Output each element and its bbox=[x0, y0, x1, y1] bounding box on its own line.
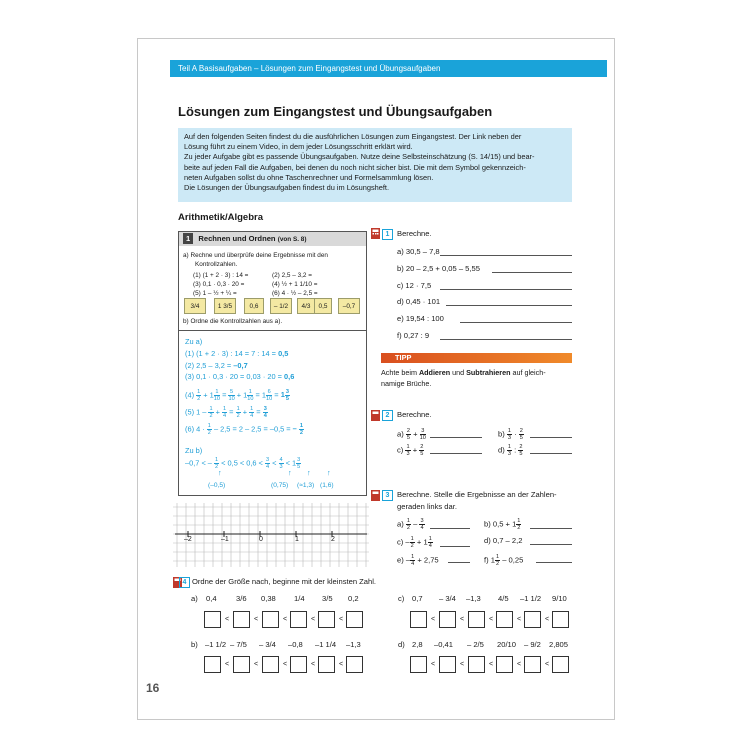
exercise-label: Berechne. bbox=[397, 229, 432, 238]
answer-box[interactable] bbox=[262, 656, 279, 673]
answer-line bbox=[440, 339, 572, 340]
fraction: $\frac{1}{2}$ bbox=[236, 406, 240, 419]
fraction: $\frac{1}{4}$ bbox=[223, 406, 227, 419]
no-calculator-icon bbox=[370, 410, 381, 424]
exercise-item: f) 1 $\frac{1}{2}$ – 0,25 bbox=[484, 554, 524, 567]
fraction: $\frac{6}{10}$ bbox=[266, 389, 273, 402]
exercise-label: Berechne. Stelle die Ergebnisse an der Zahlen- bbox=[397, 490, 557, 499]
answer-line bbox=[536, 562, 572, 563]
answer-box[interactable] bbox=[204, 656, 221, 673]
arrow-icon: ↑ bbox=[218, 468, 222, 477]
task-term: (1) (1 + 2 · 3) : 14 = bbox=[193, 272, 249, 279]
order-value: 1/4 bbox=[294, 594, 305, 603]
solution-b-heading: Zu b) bbox=[185, 446, 203, 455]
solution-term: (4) bbox=[185, 390, 195, 400]
intro-line: Auf den folgenden Seiten findest du die ausführlichen Lösungen zum Eingangstest. Der Link neben der bbox=[184, 132, 522, 141]
answer-line bbox=[440, 546, 470, 547]
solution-result: –0,7 bbox=[233, 361, 248, 370]
fraction: $\frac{5}{10}$ bbox=[228, 389, 235, 402]
arrow-icon: ↑ bbox=[307, 468, 311, 477]
task-a-text2: Kontrollzahlen. bbox=[195, 261, 238, 268]
exercise-number: 1 bbox=[382, 229, 393, 240]
arrow-icon: ↑ bbox=[327, 468, 331, 477]
order-value: –1,3 bbox=[466, 594, 481, 603]
less-than: < bbox=[254, 661, 259, 668]
exercise-label: Ordne der Größe nach, beginne mit der kleinsten Zahl. bbox=[192, 577, 377, 586]
section-heading: Arithmetik/Algebra bbox=[178, 212, 263, 223]
solution-term: (6) bbox=[185, 424, 195, 434]
fraction: $\frac{1}{10}$ bbox=[213, 389, 221, 402]
answer-box[interactable] bbox=[524, 656, 541, 673]
answer-box[interactable] bbox=[204, 611, 221, 628]
control-card: 0,6 bbox=[244, 298, 264, 314]
order-value: – 7/5 bbox=[230, 640, 247, 649]
less-than: < bbox=[545, 616, 550, 623]
control-card: –0,7 bbox=[338, 298, 360, 314]
order-value: – 2/5 bbox=[467, 640, 484, 649]
tip-text bbox=[381, 368, 546, 377]
divider bbox=[178, 330, 367, 331]
control-cards bbox=[182, 298, 362, 316]
task-a-text: a) Rechne und überprüfe deine Ergebnisse mit den bbox=[183, 252, 328, 259]
exercise-item: a) $\frac{1}{2}$ – $\frac{3}{4}$ bbox=[397, 518, 424, 531]
fraction: $\frac{3}{4}$ bbox=[263, 406, 267, 419]
less-than: < bbox=[431, 616, 436, 623]
solution-result: 0,5 bbox=[278, 349, 289, 358]
exercise-number: 4 bbox=[179, 577, 190, 588]
order-value: 4/5 bbox=[498, 594, 509, 603]
answer-line bbox=[460, 322, 572, 323]
exercise-item: b) 20 – 2,5 + 0,05 – 5,55 bbox=[397, 264, 480, 273]
exercise-label: Berechne. bbox=[397, 410, 432, 419]
page-title: Lösungen zum Eingangstest und Übungsaufgaben bbox=[178, 104, 493, 119]
tip-bold: Subtrahieren bbox=[466, 368, 511, 377]
answer-line bbox=[440, 289, 572, 290]
answer-box[interactable] bbox=[552, 656, 569, 673]
task-ref: (von S. 8) bbox=[277, 236, 307, 243]
number-line-grid bbox=[173, 503, 369, 567]
solution-line: (6) 4 · $\frac{1}{2}$ – 2,5 = 2 – 2,5 = –0,5 = – $\frac{1}{2}$ bbox=[185, 423, 303, 436]
order-value: –1 1/2 bbox=[520, 594, 542, 603]
exercise-item: b) $\frac{1}{3}$ · $\frac{2}{5}$ bbox=[498, 428, 523, 441]
intro-line: Lösung führt zu einem Video, in dem jeder Lösungsschritt erklärt wird. bbox=[184, 142, 413, 152]
item-label: c) bbox=[397, 445, 404, 455]
item-label: b) bbox=[498, 429, 505, 439]
order-value: –1,3 bbox=[346, 640, 361, 649]
task-term: (3) 0,1 · 0,3 · 20 = bbox=[193, 281, 245, 288]
exercise-item: c) $\frac{1}{3}$ + $\frac{2}{5}$ bbox=[397, 444, 424, 457]
tip-word: Achte beim bbox=[381, 368, 417, 377]
answer-line bbox=[430, 437, 482, 438]
page-number: 16 bbox=[146, 681, 160, 695]
answer-box[interactable] bbox=[524, 611, 541, 628]
tick-label: –1 bbox=[221, 536, 229, 543]
task-number: 1 bbox=[183, 233, 193, 244]
item-label: c) bbox=[398, 594, 405, 603]
answer-box[interactable] bbox=[439, 611, 456, 628]
exercise-item: e) – $\frac{1}{4}$ + 2,75 bbox=[397, 554, 439, 567]
order-value: 0,2 bbox=[348, 594, 359, 603]
task-term: (4) ½ + 1 1/10 = bbox=[272, 281, 318, 288]
tip-banner: TIPP bbox=[381, 353, 572, 363]
answer-box[interactable] bbox=[233, 656, 250, 673]
order-value: – 3/4 bbox=[439, 594, 456, 603]
solution-line bbox=[185, 349, 288, 358]
answer-box[interactable] bbox=[318, 611, 335, 628]
item-label: a) bbox=[397, 519, 404, 529]
order-value: –1 1/4 bbox=[315, 640, 337, 649]
answer-box[interactable] bbox=[496, 611, 513, 628]
exercise-item: c) 12 · 7,5 bbox=[397, 281, 432, 290]
answer-box[interactable] bbox=[468, 611, 485, 628]
item-label: b) 0,5 + 1 bbox=[484, 519, 517, 529]
answer-box[interactable] bbox=[439, 656, 456, 673]
less-than: < bbox=[254, 616, 259, 623]
answer-line bbox=[530, 437, 572, 438]
no-calculator-icon bbox=[370, 490, 381, 504]
fraction: $\frac{1}{2}$ bbox=[299, 423, 303, 436]
fraction: $\frac{3}{4}$ bbox=[265, 457, 270, 470]
item-label: c) – bbox=[397, 537, 410, 547]
control-card: 4/3 bbox=[297, 298, 315, 314]
item-label: f) 1 bbox=[484, 555, 495, 565]
order-value: –0,8 bbox=[288, 640, 303, 649]
less-than: < bbox=[311, 661, 316, 668]
item-label: a) bbox=[191, 594, 198, 603]
exercise-item: d) 0,45 · 101 bbox=[397, 297, 441, 306]
intro-line: neten Aufgaben sollst du ohne Taschenrechner und Formelsammlung lösen. bbox=[184, 172, 434, 182]
solution-a-heading: Zu a) bbox=[185, 337, 203, 346]
less-than: < bbox=[517, 661, 522, 668]
answer-box[interactable] bbox=[262, 611, 279, 628]
tick-label: –2 bbox=[184, 536, 192, 543]
order-value: 2,8 bbox=[412, 640, 423, 649]
solution-term: (5) bbox=[185, 407, 195, 417]
tick-label: 2 bbox=[331, 536, 335, 543]
fraction: $\frac{3}{5}$ bbox=[285, 389, 289, 402]
order-value: – 3/4 bbox=[259, 640, 276, 649]
solution-term: (1) (1 + 2 · 3) : 14 = 7 : 14 = bbox=[185, 349, 276, 358]
solution-line: (4) $\frac{1}{2}$ + 1 $\frac{1}{10}$ = $\frac{5}{10}$ + 1 $\frac{1}{10}$ = 1 $\frac{6}{10}$ = 1 $\frac{3}{5}$ bbox=[185, 389, 289, 402]
less-than: < bbox=[225, 616, 230, 623]
control-card: – 1/2 bbox=[270, 298, 292, 314]
task-term: (2) 2,5 – 3,2 = bbox=[272, 272, 312, 279]
task-term: (6) 4 · ½ – 2,5 = bbox=[272, 290, 318, 297]
fraction: $\frac{3}{5}$ bbox=[297, 457, 301, 470]
intro-box bbox=[178, 128, 572, 202]
less-than: < bbox=[460, 616, 465, 623]
tip-text-2: namige Brüche. bbox=[381, 379, 432, 388]
fraction: $\frac{1}{2}$ bbox=[209, 406, 213, 419]
intro-line: Die Lösungen der Übungsaufgaben findest du im Lösungsheft. bbox=[184, 183, 390, 193]
item-label: d) bbox=[398, 640, 405, 649]
chapter-header: Teil A Basisaufgaben – Lösungen zum Eingangstest und Übungsaufgaben bbox=[170, 60, 607, 77]
solution-line bbox=[185, 372, 294, 381]
intro-line: Zu jeder Aufgabe gibt es passende Übungsaufgaben. Nutze deine Selbsteinschätzung (S. 14/15) und bear- bbox=[184, 152, 535, 162]
answer-line bbox=[530, 453, 572, 454]
fraction: $\frac{4}{3}$ bbox=[279, 457, 283, 470]
tip-bold: Addieren bbox=[418, 368, 451, 377]
answer-line bbox=[448, 562, 470, 563]
order-value: – 9/2 bbox=[524, 640, 541, 649]
task-title: Rechnen und Ordnen bbox=[198, 234, 276, 243]
exercise-item: c) – $\frac{1}{2}$ + 1 $\frac{1}{4}$ bbox=[397, 536, 432, 549]
answer-box[interactable] bbox=[496, 656, 513, 673]
exercise-item: e) 19,54 : 100 bbox=[397, 314, 444, 323]
solution-term: (3) 0,1 · 0,3 · 20 = 0,03 · 20 = bbox=[185, 372, 282, 381]
fraction: $\frac{1}{2}$ bbox=[197, 389, 201, 402]
item-label: a) bbox=[397, 429, 404, 439]
answer-line bbox=[530, 528, 572, 529]
exercise-item: d) 0,7 – 2,2 bbox=[484, 536, 523, 545]
solution-result: 0,6 bbox=[284, 372, 295, 381]
less-than: < bbox=[431, 661, 436, 668]
tick-label: 1 bbox=[295, 536, 299, 543]
solution-line: (5) 1 – $\frac{1}{2}$ + $\frac{1}{4}$ = $\frac{1}{2}$ + $\frac{1}{4}$ = $\frac{3}{4}$ bbox=[185, 406, 267, 419]
answer-box[interactable] bbox=[346, 656, 363, 673]
less-than: < bbox=[517, 616, 522, 623]
less-than: < bbox=[545, 661, 550, 668]
answer-box[interactable] bbox=[346, 611, 363, 628]
exercise-item: a) 30,5 – 7,8 bbox=[397, 247, 440, 256]
exercise-item: f) 0,27 : 9 bbox=[397, 331, 430, 340]
answer-box[interactable] bbox=[290, 611, 307, 628]
answer-box[interactable] bbox=[552, 611, 569, 628]
exercise-number: 3 bbox=[382, 490, 393, 501]
answer-line bbox=[440, 255, 572, 256]
order-value: 3/6 bbox=[236, 594, 247, 603]
control-card: 3/4 bbox=[184, 298, 206, 314]
tick-label: 0 bbox=[259, 536, 263, 543]
order-value: 9/10 bbox=[552, 594, 567, 603]
less-than: < bbox=[339, 661, 344, 668]
task-term: (5) 1 – ½ + ¼ = bbox=[193, 290, 237, 297]
order-value: 3/5 bbox=[322, 594, 333, 603]
item-label: d) bbox=[498, 445, 505, 455]
exercise-item: a) $\frac{2}{5}$ + $\frac{3}{10}$ bbox=[397, 428, 426, 441]
tip-word: und bbox=[452, 368, 465, 377]
task-1-header bbox=[179, 232, 366, 246]
less-than: < bbox=[283, 661, 288, 668]
exercise-item: d) $\frac{1}{3}$ : $\frac{2}{5}$ bbox=[498, 444, 523, 457]
item-label: b) bbox=[191, 640, 198, 649]
exercise-number: 2 bbox=[382, 410, 393, 421]
exercise-item: b) 0,5 + 1 $\frac{1}{2}$ bbox=[484, 518, 521, 531]
solution-order: –0,7 < – $\frac{1}{2}$ < 0,5 < 0,6 < $\frac{3}{4}$ < $\frac{4}{3}$ < 1 $\frac{3}{5}$ bbox=[185, 457, 301, 470]
task-b-text: b) Ordne die Kontrollzahlen aus a). bbox=[183, 318, 283, 325]
answer-line bbox=[446, 305, 572, 306]
order-value: –1 1/2 bbox=[205, 640, 227, 649]
order-value: 0,7 bbox=[412, 594, 423, 603]
order-value: 0,38 bbox=[261, 594, 276, 603]
control-card: 1 3/5 bbox=[214, 298, 236, 314]
less-than: < bbox=[311, 616, 316, 623]
order-label: (1,6) bbox=[320, 482, 334, 489]
answer-line bbox=[430, 528, 470, 529]
solution-line bbox=[185, 361, 248, 370]
order-label: (0,75) bbox=[271, 482, 289, 489]
answer-line bbox=[492, 272, 572, 273]
intro-line: beite auf jeden Fall die Aufgaben, bei denen du noch nicht sicher bist. Die mit dem Symbol gekennzeich- bbox=[184, 162, 526, 172]
fraction: $\frac{1}{2}$ bbox=[214, 457, 219, 470]
answer-box[interactable] bbox=[233, 611, 250, 628]
tip-word: auf gleich- bbox=[512, 368, 546, 377]
order-value: –0,41 bbox=[434, 640, 454, 649]
control-card: 0,5 bbox=[314, 298, 332, 314]
fraction: $\frac{1}{4}$ bbox=[250, 406, 254, 419]
answer-box[interactable] bbox=[410, 656, 427, 673]
fraction: $\frac{1}{2}$ bbox=[207, 423, 211, 436]
order-value: 0,4 bbox=[206, 594, 217, 603]
less-than: < bbox=[283, 616, 288, 623]
less-than: < bbox=[489, 661, 494, 668]
answer-box[interactable] bbox=[318, 656, 335, 673]
answer-line bbox=[430, 453, 482, 454]
answer-box[interactable] bbox=[410, 611, 427, 628]
fraction: $\frac{1}{10}$ bbox=[247, 389, 254, 402]
order-label: (≈1,3) bbox=[297, 482, 315, 489]
less-than: < bbox=[460, 661, 465, 668]
arrow-icon: ↑ bbox=[288, 468, 292, 477]
order-label: (–0,5) bbox=[208, 482, 226, 489]
answer-line bbox=[530, 544, 572, 545]
solution-term: (2) 2,5 – 3,2 = bbox=[185, 361, 232, 370]
order-value: 20/10 bbox=[497, 640, 517, 649]
answer-box[interactable] bbox=[290, 656, 307, 673]
no-calculator-icon bbox=[370, 228, 381, 242]
item-label: e) – bbox=[397, 555, 411, 565]
less-than: < bbox=[489, 616, 494, 623]
less-than: < bbox=[339, 616, 344, 623]
exercise-label: geraden links dar. bbox=[397, 502, 457, 511]
answer-box[interactable] bbox=[468, 656, 485, 673]
order-value: 2,805 bbox=[549, 640, 569, 649]
less-than: < bbox=[225, 661, 230, 668]
